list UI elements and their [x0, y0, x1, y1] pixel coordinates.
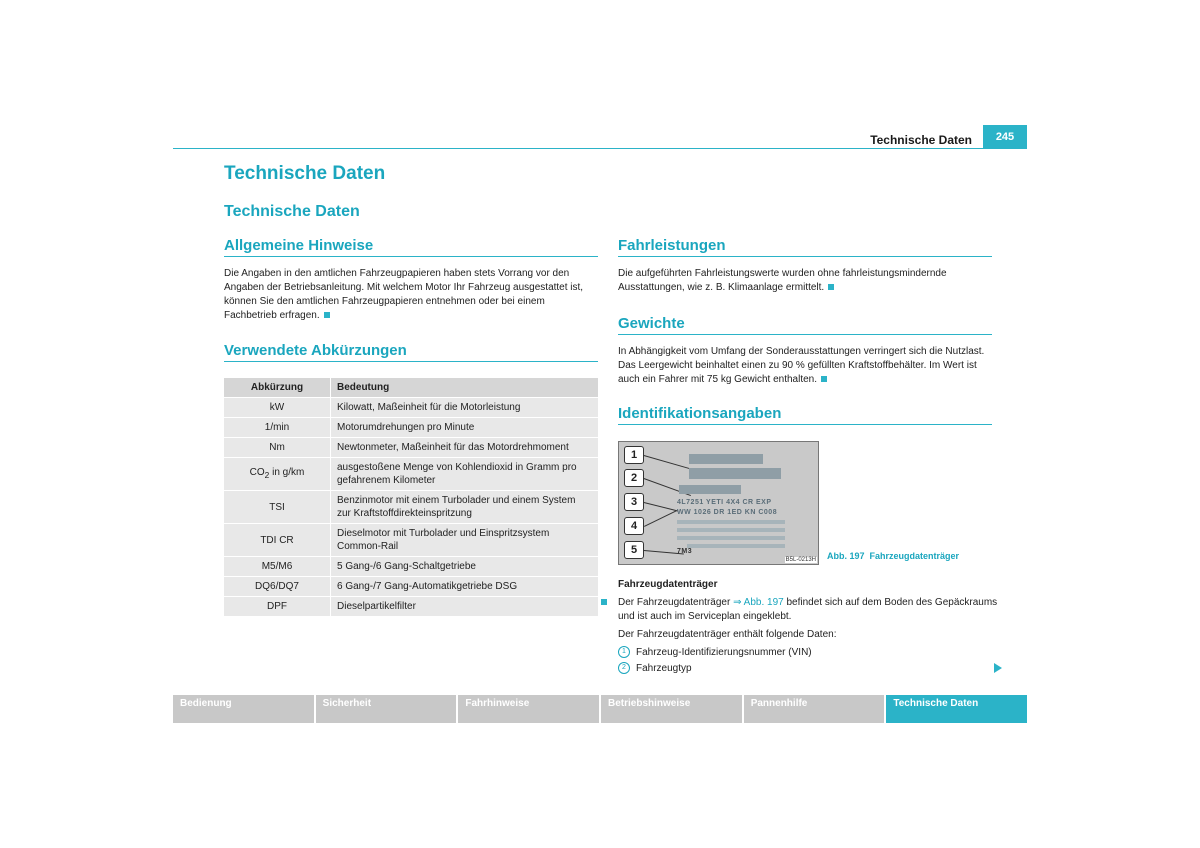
section-heading-abkuerzungen: Verwendete Abkürzungen: [224, 342, 598, 362]
label-text-line: 7M3: [677, 548, 693, 555]
abbr-cell: TSI: [224, 491, 331, 524]
abbr-cell: kW: [224, 398, 331, 418]
nav-tab-sicherheit[interactable]: Sicherheit: [316, 695, 459, 723]
gewichte-paragraph: In Abhängigkeit vom Umfang der Sonderausstattungen verringert sich die Nutzlast. Das Leergewicht beinhaltet einen zu 90 % gefüllten Kraftstoffbehälter. Im Wert ist auch ein Fahrer mit 75 kg Gewicht enthalten.: [618, 346, 985, 385]
label-data-lines: [677, 528, 785, 532]
vehicle-data-label-figure: [618, 441, 819, 565]
table-row: [224, 438, 598, 458]
abbr-cell: M5/M6: [224, 557, 331, 577]
fahrzeugdatentraeger-text: [618, 596, 998, 624]
end-mark-icon: [828, 284, 834, 290]
chapter-navigation: [173, 695, 1027, 723]
table-row: [224, 524, 598, 557]
text-fragment: befindet sich auf dem Boden des Gepäckraums und ist auch im Serviceplan eingeklebt.: [618, 597, 998, 622]
list-item: [618, 662, 992, 676]
meaning-cell: ausgestoßene Menge von Kohlendioxid in Gramm pro gefahrenem Kilometer: [331, 458, 599, 491]
page-subtitle: Technische Daten: [224, 203, 360, 220]
text-fragment: Der Fahrzeugdatenträger: [618, 597, 731, 608]
barcode-block: [689, 454, 763, 464]
meaning-cell: Motorumdrehungen pro Minute: [331, 418, 599, 438]
page-title: Technische Daten: [224, 163, 386, 184]
column-header-abbreviation: Abkürzung: [224, 378, 331, 398]
abbr-cell: Nm: [224, 438, 331, 458]
abbreviations-table: [224, 378, 598, 617]
allgemeine-paragraph: Die Angaben in den amtlichen Fahrzeugpapieren haben stets Vorrang vor den Angaben der Betriebsanleitung. Mit welchem Motor Ihr Fahrzeug ausgestattet ist, können Sie den amtlichen Fahrzeugpapieren entnehmen oder bei einem Fachbetrieb erfragen.: [224, 268, 584, 321]
table-row: [224, 418, 598, 438]
meaning-cell: Benzinmotor mit einem Turbolader und einem System zur Kraftstoffdirekteinspritzung: [331, 491, 599, 524]
meaning-cell: Kilowatt, Maßeinheit für die Motorleistung: [331, 398, 599, 418]
callout-number: 5: [624, 541, 644, 559]
table-row: [224, 557, 598, 577]
meaning-cell: 5 Gang-/6 Gang-Schaltgetriebe: [331, 557, 599, 577]
figure-caption-text: Fahrzeugdatenträger: [869, 551, 960, 561]
nav-tab-betriebshinweise[interactable]: Betriebshinweise: [601, 695, 744, 723]
abbr-cell: 1/min: [224, 418, 331, 438]
continue-arrow-icon[interactable]: [994, 663, 1002, 673]
meaning-cell: Newtonmeter, Maßeinheit für das Motordrehmoment: [331, 438, 599, 458]
section-heading-allgemeine: Allgemeine Hinweise: [224, 237, 598, 257]
nav-tab-bedienung[interactable]: Bedienung: [173, 695, 316, 723]
allgemeine-text: [224, 267, 598, 323]
end-mark-icon: [324, 312, 330, 318]
barcode-block: [689, 468, 781, 479]
section-heading-fahrleistungen: Fahrleistungen: [618, 237, 992, 257]
label-text-line: 4L7251 YETI 4X4 CR EXP: [677, 499, 772, 506]
meaning-cell: Dieselpartikelfilter: [331, 597, 599, 617]
gewichte-text: [618, 345, 992, 387]
column-header-meaning: Bedeutung: [331, 378, 599, 398]
callout-line: [644, 510, 677, 527]
nav-tab-fahrhinweise[interactable]: Fahrhinweise: [458, 695, 601, 723]
header-rule: [173, 148, 1027, 149]
table-header-row: [224, 378, 598, 398]
nav-tab-technische-daten[interactable]: Technische Daten: [886, 695, 1027, 723]
page-number: 245: [983, 125, 1027, 149]
fahrleistungen-paragraph: Die aufgeführten Fahrleistungswerte wurden ohne fahrleistungsmindernde Ausstattungen, wie z. B. Klimaanlage ermittelt.: [618, 268, 947, 293]
nav-tab-pannenhilfe[interactable]: Pannenhilfe: [744, 695, 887, 723]
table-row: [224, 398, 598, 418]
label-data-lines: [687, 544, 785, 548]
table-row: [224, 597, 598, 617]
subscript: 2: [264, 470, 270, 480]
label-text-line: WW 1026 DR 1ED KN C008: [677, 509, 778, 516]
list-item-label: Fahrzeug-Identifizierungsnummer (VIN): [636, 647, 812, 658]
table-row: [224, 577, 598, 597]
end-mark-icon: [821, 376, 827, 382]
section-heading-gewichte: Gewichte: [618, 315, 992, 335]
figure-code: B5L-0213H: [785, 557, 816, 563]
figure-caption: [827, 551, 959, 561]
abbr-cell: DQ6/DQ7: [224, 577, 331, 597]
abbr-cell: $CO_2$ in g/km: [224, 458, 331, 491]
abbr-cell: TDI CR: [224, 524, 331, 557]
list-item: [618, 646, 992, 660]
barcode-block: [679, 485, 741, 494]
section-heading-identifikation: Identifikationsangaben: [618, 405, 992, 425]
meaning-cell: Dieselmotor mit Turbolader und Einspritzsystem Common-Rail: [331, 524, 599, 557]
label-data-lines: [677, 536, 785, 540]
callout-number: 3: [624, 493, 644, 511]
figure-caption-number: Abb. 197: [827, 551, 865, 561]
figure-reference-link[interactable]: ⇒ Abb. 197: [733, 597, 784, 608]
table-row: [224, 491, 598, 524]
list-item-label: Fahrzeugtyp: [636, 663, 692, 674]
data-intro-text: Der Fahrzeugdatenträger enthält folgende Daten:: [618, 629, 837, 640]
callout-number: 1: [624, 446, 644, 464]
list-number-icon: 1: [618, 646, 630, 658]
table-row: [224, 458, 598, 491]
callout-number: 2: [624, 469, 644, 487]
abbr-cell: DPF: [224, 597, 331, 617]
running-header-title: Technische Daten: [870, 133, 972, 147]
subsection-heading: Fahrzeugdatenträger: [618, 579, 718, 590]
label-data-lines: [677, 520, 785, 524]
meaning-cell: 6 Gang-/7 Gang-Automatikgetriebe DSG: [331, 577, 599, 597]
callout-line: [644, 502, 678, 511]
list-number-icon: 2: [618, 662, 630, 674]
callout-line: [644, 455, 689, 469]
fahrleistungen-text: [618, 267, 992, 295]
start-mark-icon: [601, 599, 607, 605]
callout-number: 4: [624, 517, 644, 535]
